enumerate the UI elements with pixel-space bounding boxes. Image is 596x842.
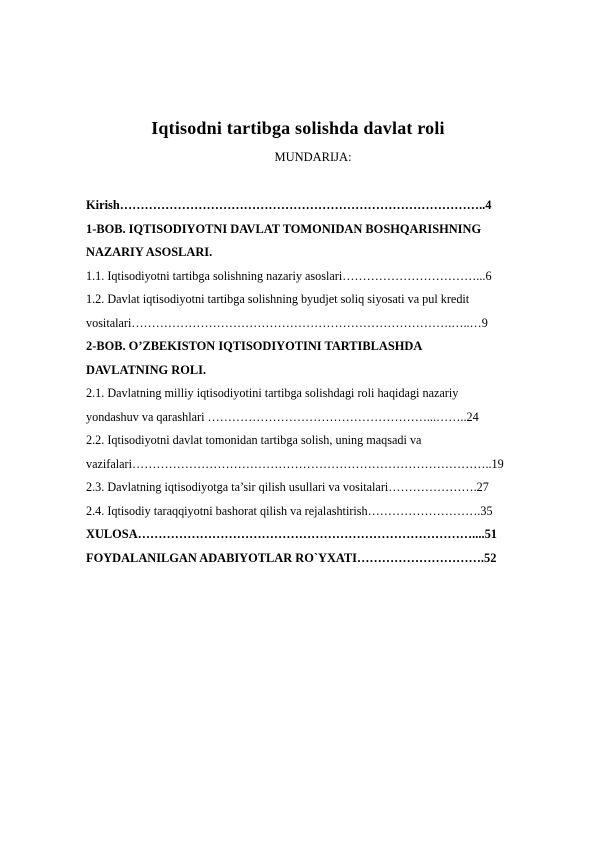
toc-line: 2.3. Davlatning iqtisodiyotga ta’sir qilish usullari va vositalari………………….27 <box>86 480 489 494</box>
toc-line: 1.2. Davlat iqtisodiyotni tartibga solishning byudjet soliq siyosati va pul kredit <box>86 292 470 306</box>
toc-line: 2.1. Davlatning milliy iqtisodiyotini tartibga solishdagi roli haqidagi nazariy <box>86 386 459 400</box>
toc-line: vazifalari……………………………………………………………………………..19 <box>86 456 504 471</box>
toc-line: Kirish……………………………………………………………………………..4 <box>86 198 492 212</box>
toc-line: 1-BOB. IQTISODIYOTNI DAVLAT TOMONIDAN BOSHQARISHNING <box>86 221 482 236</box>
toc-line: 1.1. Iqtisodiyotni tartibga solishning nazariy asoslari……………………………...6 <box>86 268 492 283</box>
toc-line: 2.4. Iqtisodiy taraqqiyotni bashorat qilish va rejalashtirish……………………….35 <box>86 503 493 518</box>
document-title: Iqtisodni tartibga solishda davlat roli <box>151 118 445 138</box>
toc-line: DAVLATNING ROLI. <box>86 362 207 377</box>
toc-line: yondashuv va qarashlari ………………………………………………...……..24 <box>86 409 479 424</box>
contents-heading: MUNDARIJA: <box>274 150 352 164</box>
toc-line: NAZARIY ASOSLARI. <box>86 245 213 259</box>
toc-line: FOYDALANILGAN ADABIYOTLAR RO`YXATI………………………….52 <box>86 550 497 565</box>
toc-line: 2.2. Iqtisodiyotni davlat tomonidan tartibga solish, uning maqsadi va <box>86 433 422 447</box>
toc-line: XULOSA………………………………………………………………………....51 <box>86 527 497 541</box>
toc-line: vositalari…………………………………………………………………….…..…9 <box>86 315 488 330</box>
table-of-contents <box>86 194 556 570</box>
toc-line: 2-BOB. O’ZBEKISTON IQTISODIYOTINI TARTIBLASHDA <box>86 339 423 353</box>
